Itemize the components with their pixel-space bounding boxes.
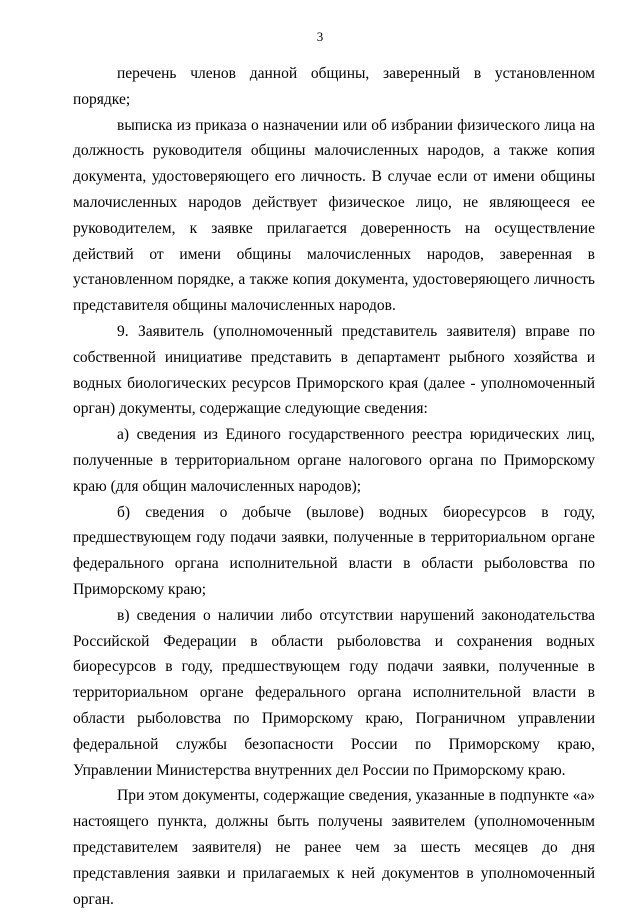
document-body <box>73 61 595 912</box>
paragraph-order-extract: выписка из приказа о назначении или об избрании физического лица на должность руководителя общины малочисленных народов, а также копия документа, удостоверяющего его личность. В случае если от имени общины малочисленных народов действует физическое лицо, не являющееся ее руководителем, к заявке прилагается доверенность на осуществление действий от имени общины малочисленных народов, заверенная в установленном порядке, а также копия документа, удостоверяющего личность представителя общины малочисленных народов. <box>73 116 595 315</box>
paragraph-subclause-a: а) сведения из Единого государственного реестра юридических лиц, полученные в территориальном органе налогового органа по Приморскому краю (для общин малочисленных народов); <box>73 426 595 495</box>
paragraph-members-list: перечень членов данной общины, заверенный в установленном порядке; <box>73 65 595 108</box>
paragraph-subclause-b: б) сведения о добыче (вылове) водных биоресурсов в году, предшествующем году подачи заявки, полученные в территориальном органе федерального органа исполнительной власти в области рыболовства по Приморскому краю; <box>73 503 595 598</box>
paragraph-clause-9: 9. Заявитель (уполномоченный представитель заявителя) вправе по собственной инициативе представить в департамент рыбного хозяйства и водных биологических ресурсов Приморского края (далее - уполномоченный орган) документы, содержащие следующие сведения: <box>73 322 595 418</box>
paragraph-documents-validity: При этом документы, содержащие сведения, указанные в подпункте «а» настоящего пункта, должны быть получены заявителем (уполномоченным представителем заявителя) не ранее чем за шесть месяцев до дня представления заявки и прилагаемых к ней документов в уполномоченный орган. <box>73 787 595 908</box>
page-number: 3 <box>316 29 324 44</box>
paragraph-subclause-v: в) сведения о наличии либо отсутствии нарушений законодательства Российской Федерации в области рыболовства и сохранения водных биоресурсов в году, предшествующем году подачи заявки, полученные в территориальном органе федерального органа исполнительной власти в области рыболовства по Приморскому краю, Пограничном управлении федеральной службы безопасности России по Приморскому краю, Управлении Министерства внутренних дел России по Приморскому краю. <box>73 606 595 779</box>
